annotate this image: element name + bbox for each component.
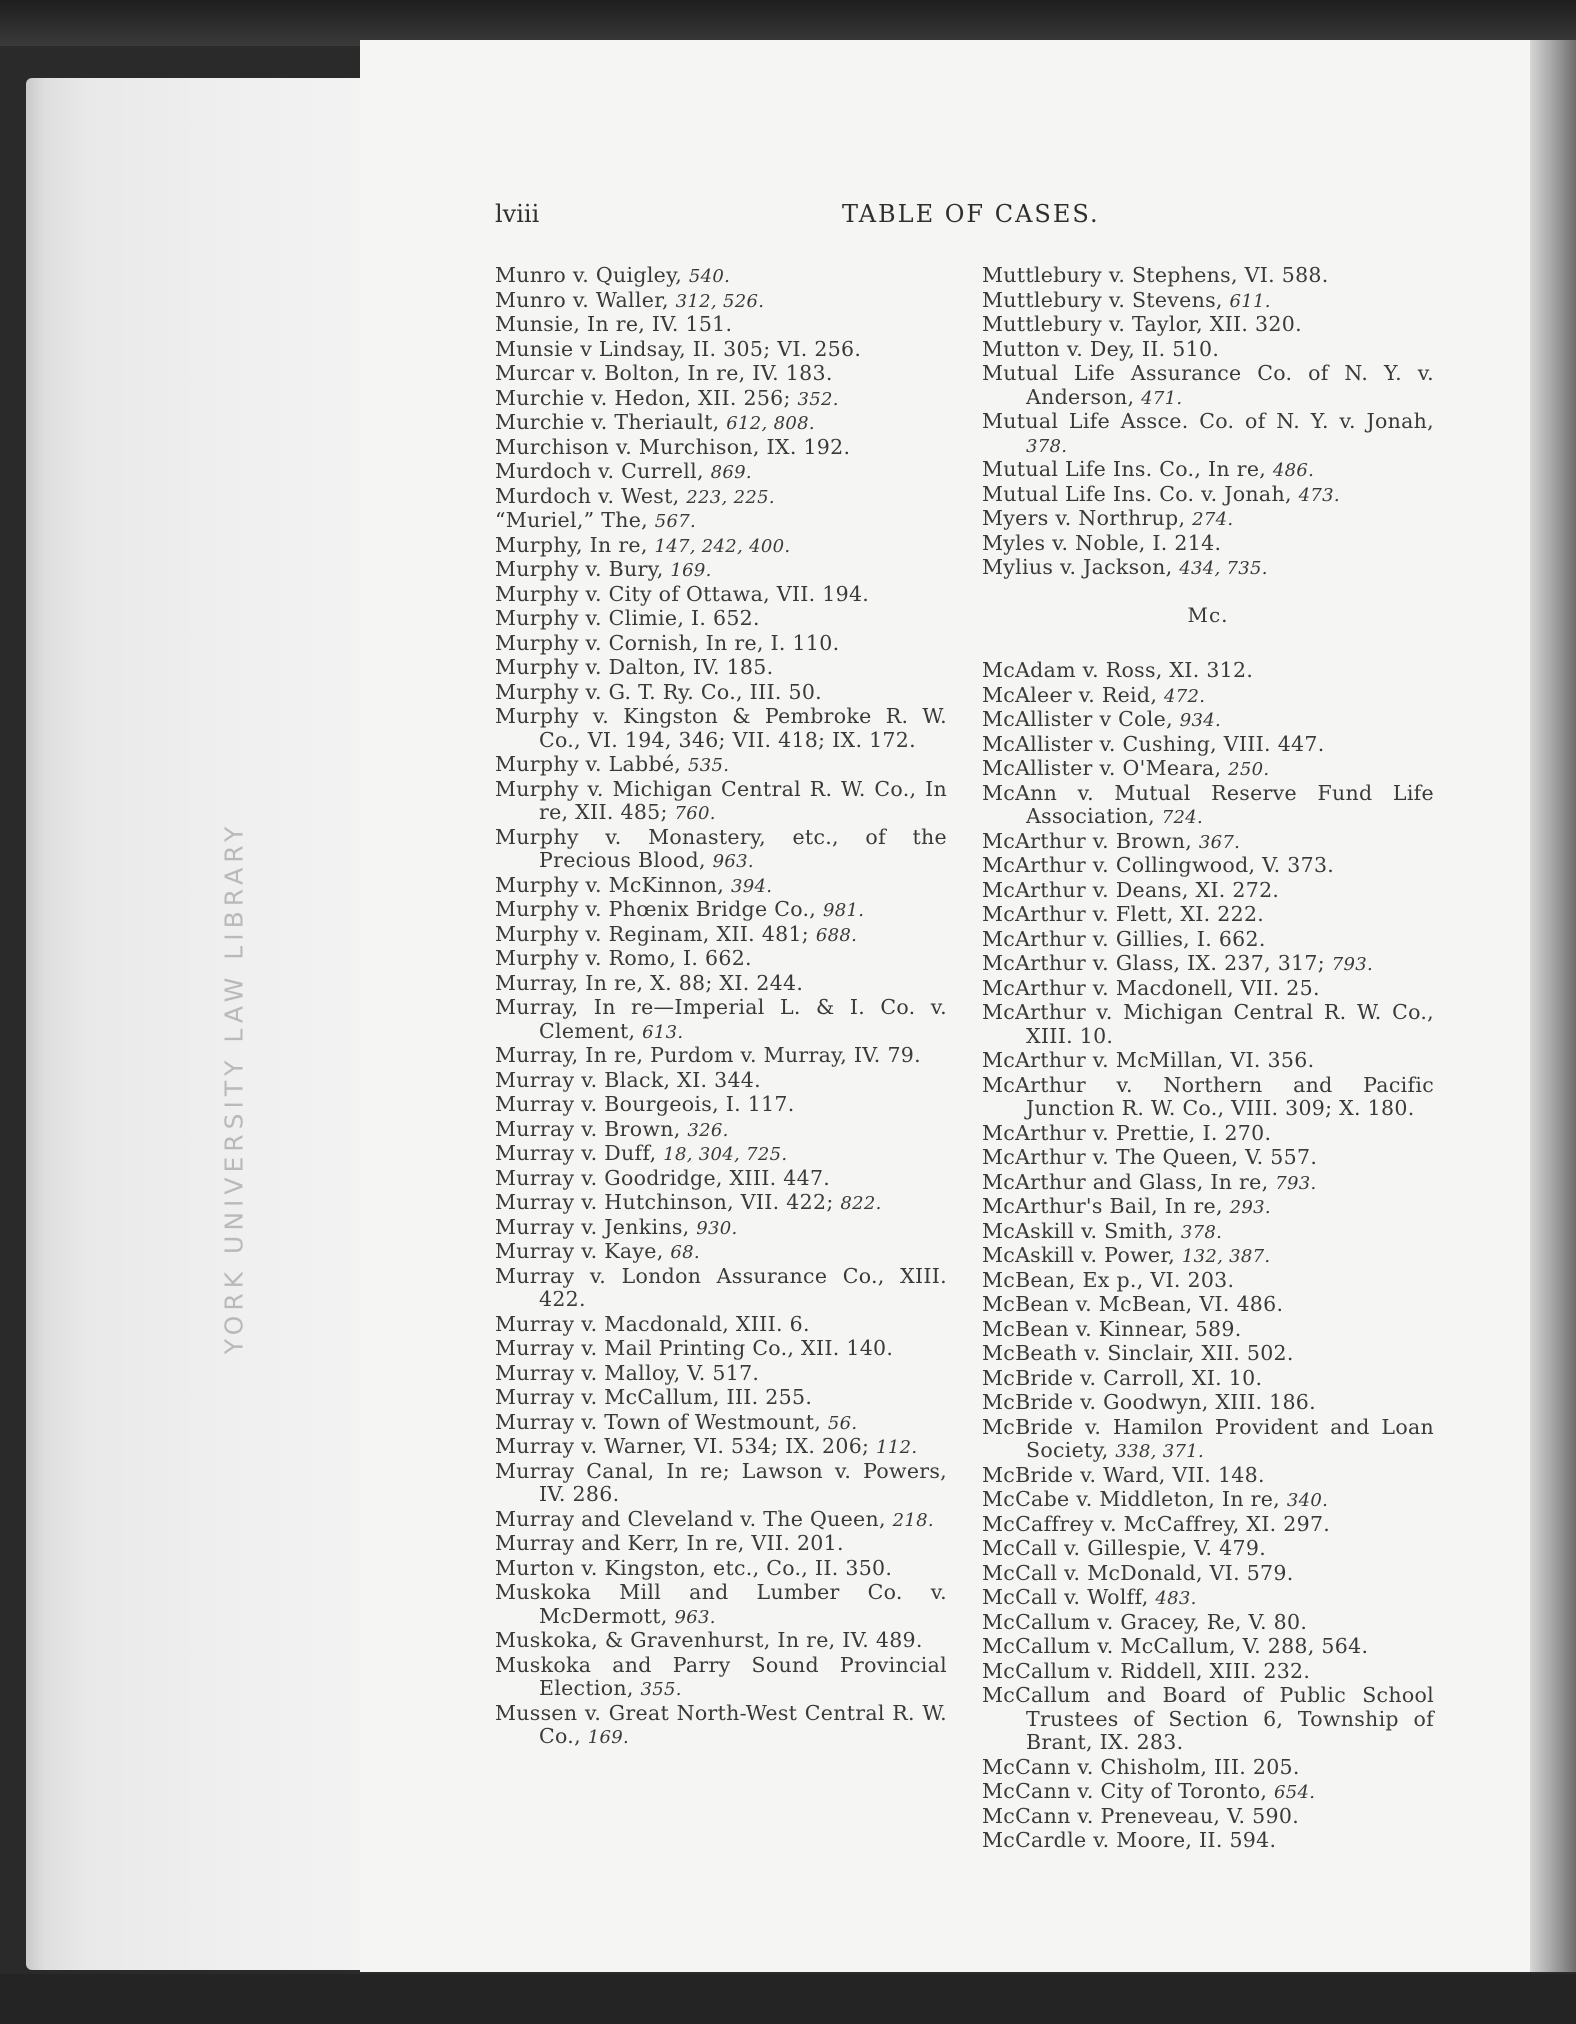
case-entry <box>982 1220 1434 1245</box>
case-page-reference: 326. <box>687 1119 729 1141</box>
case-entry <box>982 1513 1434 1538</box>
case-citation: Murphy, In re, <box>495 532 655 557</box>
case-page-reference: 567. <box>654 511 697 532</box>
case-citation: Murray v. Brown, <box>495 1116 688 1141</box>
case-page-reference: 611. <box>1229 290 1271 312</box>
case-entry <box>495 1435 947 1460</box>
case-citation: Murchison v. Murchison, IX. 192. <box>495 434 851 459</box>
case-entry <box>982 1416 1434 1464</box>
case-citation: Muskoka Mill and Lumber Co. v. McDermott, <box>495 1580 947 1628</box>
case-page-reference: 654. <box>1274 1782 1316 1803</box>
case-page-reference: 169. <box>670 560 712 581</box>
case-citation: McCallum and Board of Public School Trustees of Section 6, Township of Brant, IX. 283. <box>982 1683 1434 1754</box>
case-citation: Murdoch v. West, <box>495 483 687 508</box>
case-entry <box>495 264 947 289</box>
case-citation: Murchie v. Hedon, XII. 256; <box>495 385 798 410</box>
case-entry <box>982 1269 1434 1294</box>
case-citation: Murray v. Warner, VI. 534; IX. 206; <box>495 1434 877 1458</box>
case-citation: McArthur v. Northern and Pacific Junction R. W. Co., VIII. 309; X. 180. <box>982 1072 1434 1120</box>
case-entry <box>495 1532 947 1557</box>
case-citation: Mutual Life Assce. Co. of N. Y. v. Jonah, <box>982 409 1434 433</box>
case-page-reference: 394. <box>730 875 773 897</box>
case-citation: Murray v. McCallum, III. 255. <box>495 1385 813 1409</box>
case-citation: Murray v. Macdonald, XIII. 6. <box>495 1311 810 1336</box>
case-page-reference: 250. <box>1228 759 1270 780</box>
mc-entries <box>982 659 1434 1854</box>
case-citation: McAskill v. Power, <box>982 1243 1182 1267</box>
case-entry <box>495 534 947 559</box>
case-entry <box>495 1557 947 1582</box>
case-page-reference: 293. <box>1229 1197 1271 1218</box>
case-citation: McCallum v. McCallum, V. 288, 564. <box>982 1634 1369 1658</box>
case-page-reference: 963. <box>674 1606 716 1628</box>
case-citation: McCabe v. Middleton, In re, <box>982 1487 1287 1511</box>
case-entry <box>982 1293 1434 1318</box>
case-entry <box>495 460 947 485</box>
case-citation: McArthur v. Glass, IX. 237, 317; <box>982 951 1332 975</box>
case-entry <box>495 705 947 753</box>
case-entry <box>982 1464 1434 1489</box>
case-page-reference: 535. <box>687 755 730 776</box>
case-entry <box>982 483 1434 508</box>
case-entry <box>495 632 947 657</box>
case-citation: Murphy v. Bury, <box>495 557 671 581</box>
case-entry <box>982 1586 1434 1611</box>
case-page-reference: 68. <box>670 1242 700 1263</box>
case-citation: McArthur v. McMillan, VI. 356. <box>982 1048 1315 1072</box>
case-entry <box>982 1367 1434 1392</box>
case-entry <box>982 556 1434 581</box>
case-page-reference: 112. <box>876 1437 918 1458</box>
case-entry <box>495 923 947 948</box>
case-citation: Murphy v. Kingston & Pembroke R. W. Co., VI. 194, 346; VII. 418; IX. 172. <box>495 704 947 752</box>
case-page-reference: 471. <box>1141 387 1183 409</box>
case-citation: McArthur v. Gillies, I. 662. <box>982 926 1266 951</box>
case-citation: McBean, Ex p., VI. 203. <box>982 1267 1235 1292</box>
case-citation: McAdam v. Ross, XI. 312. <box>982 658 1254 682</box>
case-citation: McAnn v. Mutual Reserve Fund Life Association, <box>982 780 1434 828</box>
case-citation: Murray v. Mail Printing Co., XII. 140. <box>495 1336 894 1360</box>
case-entry <box>982 313 1434 338</box>
case-entry <box>982 782 1434 830</box>
case-citation: Murray v. Black, XI. 344. <box>495 1067 761 1092</box>
case-citation: Munsie v Lindsay, II. 305; VI. 256. <box>495 336 862 361</box>
case-entry <box>495 485 947 510</box>
case-page-reference: 18, 304, 725. <box>663 1144 788 1165</box>
case-entry <box>495 1167 947 1192</box>
case-citation: McCall v. Gillespie, V. 479. <box>982 1536 1267 1560</box>
case-citation: McArthur's Bail, In re, <box>982 1194 1230 1218</box>
case-entry <box>495 898 947 923</box>
case-entry <box>982 733 1434 758</box>
case-citation: Mutual Life Ins. Co., In re, <box>982 457 1273 481</box>
case-citation: “Muriel,” The, <box>495 508 655 532</box>
case-citation: McCann v. City of Toronto, <box>982 1779 1274 1803</box>
case-citation: McArthur v. The Queen, V. 557. <box>982 1145 1318 1169</box>
case-citation: Murray and Kerr, In re, VII. 201. <box>495 1531 844 1555</box>
case-entry <box>495 753 947 778</box>
case-citation: McBean v. Kinnear, 589. <box>982 1316 1242 1341</box>
case-citation: Murphy v. Monastery, etc., of the Precious Blood, <box>495 824 947 872</box>
case-citation: Murphy v. Cornish, In re, I. 110. <box>495 630 840 655</box>
case-citation: McArthur v. Michigan Central R. W. Co., XIII. 10. <box>982 1000 1434 1048</box>
case-entry <box>495 874 947 899</box>
case-entry <box>495 1265 947 1313</box>
case-entry <box>982 928 1434 953</box>
case-citation: McAllister v. Cushing, VIII. 447. <box>982 731 1325 756</box>
case-page-reference: 963. <box>712 851 754 872</box>
case-citation: Munsie, In re, IV. 151. <box>495 312 733 336</box>
case-entry <box>495 681 947 706</box>
case-entry <box>495 362 947 387</box>
case-entry <box>982 1611 1434 1636</box>
case-entry <box>495 1362 947 1387</box>
case-page-reference: 378. <box>1026 435 1068 457</box>
running-head: TABLE OF CASES. <box>842 200 1100 228</box>
case-page-reference: 930. <box>696 1217 738 1239</box>
case-entry <box>495 1118 947 1143</box>
case-citation: Murphy v. Reginam, XII. 481; <box>495 921 816 946</box>
case-entry <box>982 1074 1434 1122</box>
case-citation: Munro v. Quigley, <box>495 263 689 287</box>
case-citation: McArthur v. Brown, <box>982 828 1199 853</box>
case-citation: Murray v. Goodridge, XIII. 447. <box>495 1165 831 1190</box>
case-citation: Murray v. Bourgeois, I. 117. <box>495 1092 795 1116</box>
case-entry <box>495 996 947 1044</box>
case-entry <box>495 778 947 826</box>
case-entry <box>982 362 1434 410</box>
case-citation: Mussen v. Great North-West Central R. W. Co., <box>495 1700 947 1748</box>
case-entry <box>495 1654 947 1702</box>
case-page-reference: 132, 387. <box>1181 1246 1271 1267</box>
case-citation: Mutual Life Assurance Co. of N. Y. v. Anderson, <box>982 361 1434 409</box>
case-page-reference: 223, 225. <box>686 486 775 508</box>
case-citation: Murphy v. McKinnon, <box>495 872 731 897</box>
case-page-reference: 934. <box>1179 710 1221 731</box>
case-entry <box>495 1629 947 1654</box>
case-citation: McCann v. Chisholm, III. 205. <box>982 1754 1300 1779</box>
case-citation: Murchie v. Theriault, <box>495 410 727 434</box>
case-entry <box>495 1386 947 1411</box>
case-entry <box>982 1488 1434 1513</box>
case-citation: Murphy v. Dalton, IV. 185. <box>495 655 774 679</box>
case-entry <box>982 289 1434 314</box>
case-entry <box>495 338 947 363</box>
case-entry <box>982 1318 1434 1343</box>
case-citation: Murton v. Kingston, etc., Co., II. 350. <box>495 1555 893 1580</box>
case-citation: Myles v. Noble, I. 214. <box>982 530 1222 555</box>
case-entry <box>982 854 1434 879</box>
case-entry <box>495 436 947 461</box>
case-page-reference: 218. <box>892 1509 934 1531</box>
case-entry <box>495 1044 947 1069</box>
case-citation: Murcar v. Bolton, In re, IV. 183. <box>495 361 833 385</box>
case-entry <box>495 1411 947 1436</box>
case-page-reference: 378. <box>1180 1221 1223 1243</box>
case-citation: McArthur v. Flett, XI. 222. <box>982 902 1265 926</box>
case-citation: Murray, In re, X. 88; XI. 244. <box>495 970 804 995</box>
case-entry <box>982 1244 1434 1269</box>
case-citation: Murphy v. Climie, I. 652. <box>495 606 760 630</box>
case-citation: Murray v. Jenkins, <box>495 1214 697 1239</box>
case-citation: Murray v. Town of Westmount, <box>495 1409 828 1434</box>
case-page-reference: 312, 526. <box>675 290 765 312</box>
right-column <box>982 264 1434 1854</box>
case-page-reference: 869. <box>710 462 752 483</box>
case-citation: McArthur v. Prettie, I. 270. <box>982 1120 1272 1145</box>
case-entry <box>982 1342 1434 1367</box>
case-citation: Murdoch v. Currell, <box>495 459 711 483</box>
section-heading-mc: Mc. <box>1187 602 1229 627</box>
case-entry <box>495 947 947 972</box>
case-citation: McBride v. Carroll, XI. 10. <box>982 1365 1263 1390</box>
case-entry <box>982 1780 1434 1805</box>
case-page-reference: 434, 735. <box>1179 558 1268 579</box>
case-citation: McArthur v. Deans, XI. 272. <box>982 877 1280 902</box>
case-entry <box>495 558 947 583</box>
case-citation: McAllister v Cole, <box>982 707 1180 731</box>
case-citation: Murray v. Hutchinson, VII. 422; <box>495 1190 841 1214</box>
case-entry <box>982 708 1434 733</box>
case-page-reference: 367. <box>1198 831 1241 853</box>
page-gutter-shadow <box>1530 40 1576 1972</box>
case-citation: Murray and Cleveland v. The Queen, <box>495 1506 893 1531</box>
case-entry <box>495 1337 947 1362</box>
case-entry <box>982 1146 1434 1171</box>
case-citation: Muttlebury v. Stevens, <box>982 287 1230 312</box>
case-citation: McCall v. McDonald, VI. 579. <box>982 1560 1294 1585</box>
case-entry <box>495 387 947 412</box>
case-entry <box>982 532 1434 557</box>
case-citation: Murray v. London Assurance Co., XIII. 422. <box>495 1263 947 1311</box>
case-citation: Murray v. Malloy, V. 517. <box>495 1360 760 1385</box>
case-citation: McArthur and Glass, In re, <box>982 1169 1276 1194</box>
case-page-reference: 56. <box>827 1412 858 1434</box>
case-page-reference: 340. <box>1286 1490 1329 1511</box>
case-page-reference: 688. <box>815 924 858 946</box>
case-entry <box>982 410 1434 458</box>
case-citation: Muttlebury v. Stephens, VI. 588. <box>982 263 1329 287</box>
case-entry <box>495 656 947 681</box>
case-entry <box>495 289 947 314</box>
case-page-reference: 613. <box>642 1021 684 1043</box>
case-entry <box>495 1069 947 1094</box>
case-citation: Muskoka and Parry Sound Provincial Election, <box>495 1652 947 1700</box>
case-entry <box>982 507 1434 532</box>
case-page-reference: 540. <box>688 266 731 287</box>
case-entry <box>982 1001 1434 1049</box>
case-citation: McBeath v. Sinclair, XII. 502. <box>982 1341 1294 1365</box>
case-entry <box>982 1171 1434 1196</box>
case-entry <box>495 1216 947 1241</box>
case-page-reference: 760. <box>674 803 716 824</box>
case-page-reference: 473. <box>1298 484 1340 506</box>
case-entry <box>982 1049 1434 1074</box>
case-citation: Murphy v. Phœnix Bridge Co., <box>495 897 823 921</box>
case-entry <box>495 1508 947 1533</box>
case-citation: McBride v. Ward, VII. 148. <box>982 1462 1265 1487</box>
case-entry <box>495 1460 947 1508</box>
case-citation: Murray, In re, Purdom v. Murray, IV. 79. <box>495 1043 921 1067</box>
case-citation: Mylius v. Jackson, <box>982 555 1180 579</box>
case-citation: McBride v. Goodwyn, XIII. 186. <box>982 1390 1316 1414</box>
left-column <box>495 264 947 1750</box>
case-citation: Murray Canal, In re; Lawson v. Powers, IV. 286. <box>495 1458 947 1506</box>
case-citation: Munro v. Waller, <box>495 287 676 312</box>
case-citation: McAskill v. Smith, <box>982 1218 1181 1243</box>
case-entry <box>982 1684 1434 1756</box>
case-entry <box>982 458 1434 483</box>
case-citation: Mutton v. Dey, II. 510. <box>982 336 1220 361</box>
case-citation: Muskoka, & Gravenhurst, In re, IV. 489. <box>495 1628 923 1652</box>
case-entry <box>982 879 1434 904</box>
case-entry <box>495 607 947 632</box>
case-page-reference: 486. <box>1272 460 1315 481</box>
case-entry <box>495 1702 947 1750</box>
case-citation: McCallum v. Gracey, Re, V. 80. <box>982 1609 1308 1634</box>
book-page-edges <box>26 78 366 1970</box>
case-entry <box>495 1142 947 1167</box>
scan-background-bottom <box>0 1974 1576 2024</box>
case-entry <box>982 1660 1434 1685</box>
case-entry <box>495 1581 947 1629</box>
case-page-reference: 981. <box>822 900 865 921</box>
case-citation: McCardle v. Moore, II. 594. <box>982 1828 1277 1852</box>
case-page-reference: 169. <box>587 1727 629 1748</box>
case-entry <box>982 264 1434 289</box>
case-citation: McBean v. McBean, VI. 486. <box>982 1292 1284 1316</box>
case-page-reference: 352. <box>797 388 839 410</box>
case-entry <box>495 509 947 534</box>
case-citation: Murphy v. City of Ottawa, VII. 194. <box>495 581 870 606</box>
case-page-reference: 147, 242, 400. <box>654 535 791 557</box>
case-citation: Murphy v. G. T. Ry. Co., III. 50. <box>495 679 822 704</box>
case-entry <box>982 1195 1434 1220</box>
case-citation: Murray v. Kaye, <box>495 1239 671 1263</box>
case-citation: Mutual Life Ins. Co. v. Jonah, <box>982 481 1299 506</box>
case-citation: Murphy v. Michigan Central R. W. Co., In re, XII. 485; <box>495 776 947 824</box>
case-entry <box>982 903 1434 928</box>
case-entry <box>495 1093 947 1118</box>
case-entry <box>495 1313 947 1338</box>
case-entry <box>982 1635 1434 1660</box>
case-entry <box>982 1756 1434 1781</box>
case-citation: McCallum v. Riddell, XIII. 232. <box>982 1658 1311 1683</box>
case-entry <box>982 1562 1434 1587</box>
case-entry <box>982 1829 1434 1854</box>
case-citation: Murphy v. Romo, I. 662. <box>495 946 752 970</box>
case-entry <box>982 1391 1434 1416</box>
case-citation: Myers v. Northrup, <box>982 506 1193 530</box>
case-citation: Muttlebury v. Taylor, XII. 320. <box>982 312 1302 336</box>
case-entry <box>495 972 947 997</box>
case-page-reference: 793. <box>1275 1172 1317 1194</box>
case-entry <box>982 338 1434 363</box>
library-stamp: YORK UNIVERSITY LAW LIBRARY <box>219 821 249 1355</box>
case-entry <box>982 1805 1434 1830</box>
case-citation: McArthur v. Macdonell, VII. 25. <box>982 975 1320 1000</box>
case-page-reference: 338, 371. <box>1115 1441 1204 1462</box>
case-entry <box>982 977 1434 1002</box>
case-page-reference: 483. <box>1155 1588 1197 1609</box>
case-citation: McCaffrey v. McCaffrey, XI. 297. <box>982 1511 1331 1536</box>
case-page-reference: 472. <box>1163 685 1206 707</box>
case-entry <box>982 659 1434 684</box>
case-entry <box>982 1537 1434 1562</box>
case-page-reference: 793. <box>1331 954 1374 975</box>
case-page-reference: 274. <box>1192 509 1234 530</box>
case-entry <box>982 1122 1434 1147</box>
case-citation: McCall v. Wolff, <box>982 1585 1156 1609</box>
case-entry <box>982 684 1434 709</box>
case-page-reference: 355. <box>640 1679 682 1700</box>
case-page-reference: 724. <box>1161 807 1203 828</box>
case-entry <box>495 1191 947 1216</box>
case-citation: McCann v. Preneveau, V. 590. <box>982 1803 1300 1828</box>
case-citation: McBride v. Hamilon Provident and Loan Society, <box>982 1414 1434 1462</box>
case-citation: McArthur v. Collingwood, V. 373. <box>982 853 1335 877</box>
case-page-reference: 822. <box>840 1193 882 1214</box>
case-entry <box>495 583 947 608</box>
m-entries <box>982 264 1434 581</box>
case-citation: McAleer v. Reid, <box>982 682 1164 707</box>
case-page-reference: 612, 808. <box>726 413 815 434</box>
page-number: lviii <box>495 200 540 228</box>
case-entry <box>982 952 1434 977</box>
case-entry <box>982 830 1434 855</box>
case-entry <box>495 1240 947 1265</box>
case-entry <box>982 757 1434 782</box>
case-entry <box>495 313 947 338</box>
case-citation: Murphy v. Labbé, <box>495 752 688 776</box>
case-citation: McAllister v. O'Meara, <box>982 756 1229 780</box>
case-citation: Murray v. Duff, <box>495 1141 664 1165</box>
case-citation: Murray, In re—Imperial L. & I. Co. v. Clement, <box>495 995 947 1043</box>
case-entry <box>495 411 947 436</box>
case-entry <box>495 826 947 874</box>
